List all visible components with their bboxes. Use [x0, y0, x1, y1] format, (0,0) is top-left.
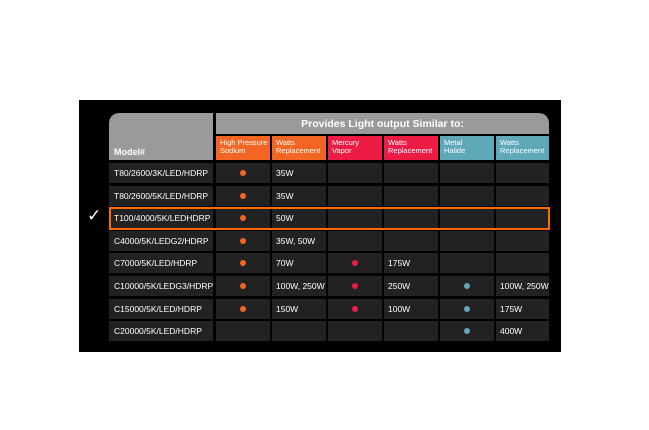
model-header: Model#: [109, 113, 213, 160]
watts-cell: 35W: [272, 186, 326, 206]
indicator-dot-icon: [240, 238, 246, 244]
column-header-line: Replacement: [276, 146, 321, 155]
watts-cell: 35W, 50W: [272, 231, 326, 251]
indicator-cell: [328, 163, 382, 183]
column-header-line: Replacement: [500, 146, 545, 155]
watts-cell: 100W, 250W: [272, 276, 326, 296]
watts-cell: [496, 163, 549, 183]
indicator-cell: [216, 186, 270, 206]
indicator-cell: [328, 186, 382, 206]
indicator-cell: [328, 299, 382, 319]
column-header-line: Watts: [276, 138, 295, 147]
watts-cell: [496, 208, 549, 228]
indicator-cell: [216, 299, 270, 319]
watts-cell: 250W: [384, 276, 438, 296]
column-header-line: Replacement: [388, 146, 433, 155]
watts-cell: [384, 231, 438, 251]
indicator-cell: [440, 276, 494, 296]
indicator-cell: [216, 208, 270, 228]
column-header-line: Metal: [444, 138, 463, 147]
indicator-cell: [328, 276, 382, 296]
model-cell: T80/2600/3K/LED/HDRP: [109, 163, 213, 183]
indicator-dot-icon: [240, 215, 246, 221]
indicator-cell: [440, 231, 494, 251]
watts-cell: 100W, 250W: [496, 276, 549, 296]
indicator-dot-icon: [352, 283, 358, 289]
watts-cell: 35W: [272, 163, 326, 183]
model-cell: C15000/5K/LED/HDRP: [109, 299, 213, 319]
indicator-dot-icon: [352, 306, 358, 312]
indicator-dot-icon: [464, 328, 470, 334]
indicator-cell: [440, 299, 494, 319]
watts-cell: 175W: [384, 253, 438, 273]
indicator-cell: [440, 208, 494, 228]
watts-cell: 175W: [496, 299, 549, 319]
watts-cell: 400W: [496, 321, 549, 341]
column-header: [496, 136, 549, 160]
indicator-dot-icon: [464, 283, 470, 289]
indicator-dot-icon: [240, 283, 246, 289]
indicator-cell: [440, 321, 494, 341]
indicator-cell: [216, 163, 270, 183]
column-header: [328, 136, 382, 160]
indicator-dot-icon: [240, 306, 246, 312]
table-title: Provides Light output Similar to:: [216, 113, 549, 134]
watts-cell: [384, 163, 438, 183]
column-header-line: Watts: [500, 138, 519, 147]
watts-cell: 100W: [384, 299, 438, 319]
column-header-line: Mercury: [332, 138, 360, 147]
indicator-cell: [328, 321, 382, 341]
indicator-cell: [440, 163, 494, 183]
indicator-cell: [216, 231, 270, 251]
indicator-cell: [216, 276, 270, 296]
column-header: [216, 136, 270, 160]
indicator-cell: [328, 253, 382, 273]
column-header-line: Vapor: [332, 146, 352, 155]
watts-cell: 150W: [272, 299, 326, 319]
indicator-cell: [440, 186, 494, 206]
column-header: [440, 136, 494, 160]
model-cell: C10000/5K/LEDG3/HDRP: [109, 276, 213, 296]
column-header-line: Watts: [388, 138, 407, 147]
model-cell: T100/4000/5K/LEDHDRP: [109, 208, 213, 228]
indicator-dot-icon: [464, 306, 470, 312]
column-header: [384, 136, 438, 160]
indicator-dot-icon: [240, 193, 246, 199]
model-cell: T80/2600/5K/LED/HDRP: [109, 186, 213, 206]
column-header-line: Sodium: [220, 146, 246, 155]
column-header-line: High Pressure: [220, 138, 268, 147]
indicator-dot-icon: [240, 260, 246, 266]
checkmark-icon: ✓: [87, 206, 102, 225]
column-header-line: Halide: [444, 146, 466, 155]
indicator-cell: [216, 321, 270, 341]
indicator-dot-icon: [352, 260, 358, 266]
watts-cell: [272, 321, 326, 341]
watts-cell: 70W: [272, 253, 326, 273]
watts-cell: [496, 186, 549, 206]
indicator-dot-icon: [240, 170, 246, 176]
watts-cell: 50W: [272, 208, 326, 228]
watts-cell: [384, 186, 438, 206]
model-cell: C20000/5K/LED/HDRP: [109, 321, 213, 341]
watts-cell: [384, 321, 438, 341]
model-cell: C7000/5K/LED/HDRP: [109, 253, 213, 273]
indicator-cell: [328, 231, 382, 251]
model-cell: C4000/5K/LEDG2/HDRP: [109, 231, 213, 251]
column-header: [272, 136, 326, 160]
indicator-cell: [216, 253, 270, 273]
watts-cell: [384, 208, 438, 228]
watts-cell: [496, 253, 549, 273]
indicator-cell: [440, 253, 494, 273]
indicator-cell: [328, 208, 382, 228]
watts-cell: [496, 231, 549, 251]
